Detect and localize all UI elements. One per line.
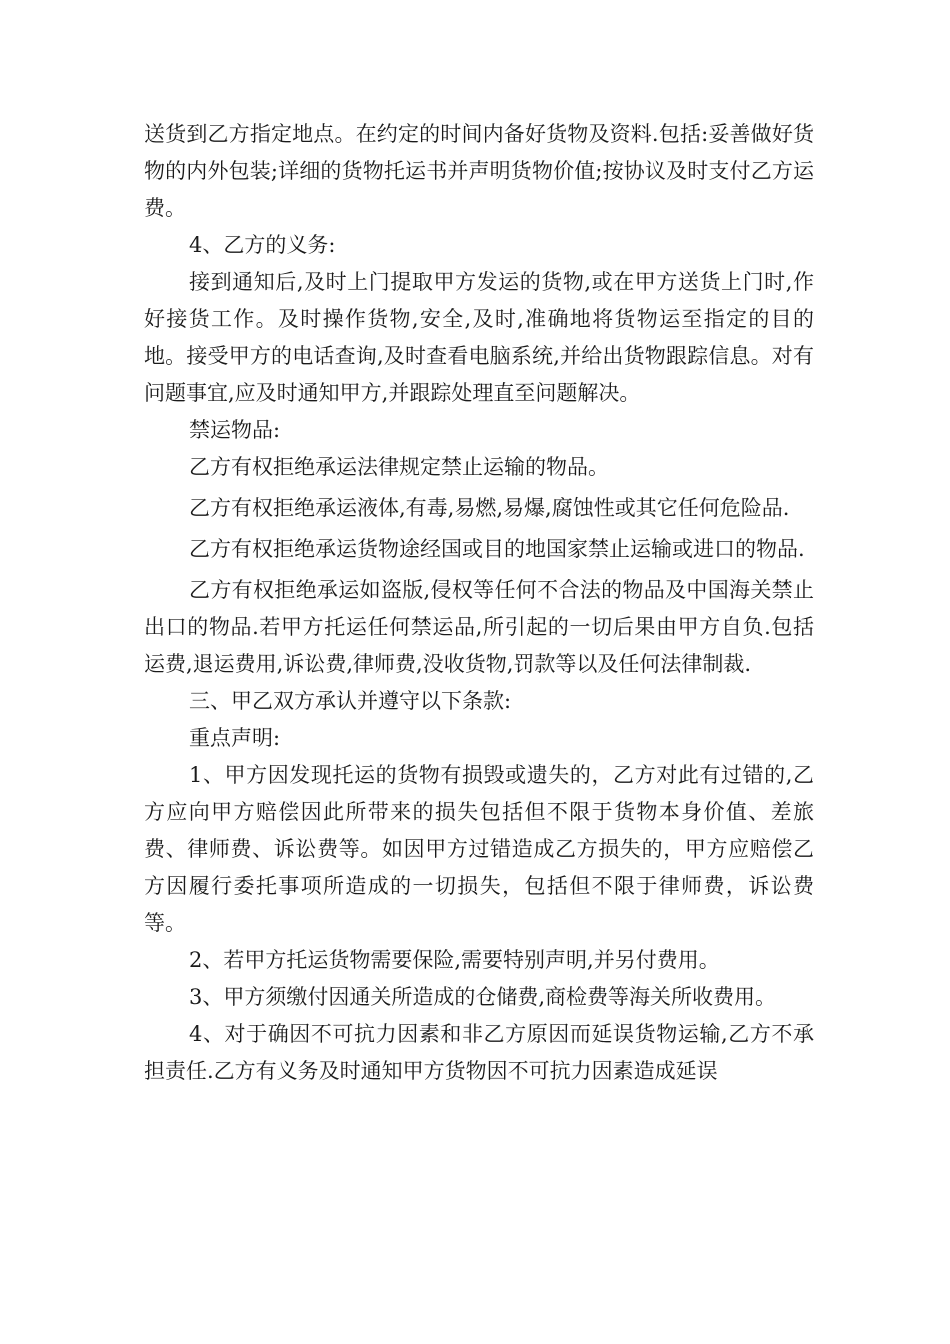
paragraph-delivery-continuation: 送货到乙方指定地点。在约定的时间内备好货物及资料.包括:妥善做好货物的内外包装;详细的货物托运书并声明货物价值;按协议及时支付乙方运费。 bbox=[144, 122, 814, 220]
paragraph-clause-4: 4、对于确因不可抗力因素和非乙方原因而延误货物运输,乙方不承担责任.乙方有义务及时通知甲方货物因不可抗力因素造成延误 bbox=[144, 1022, 814, 1083]
paragraph-party-b-duties: 接到通知后,及时上门提取甲方发运的货物,或在甲方送货上门时,作好接货工作。及时操作货物,安全,及时,准确地将货物运至指定的目的地。接受甲方的电话查询,及时查看电脑系统,并给出货物跟踪信息。对有问题事宜,应及时通知甲方,并跟踪处理直至问题解决。 bbox=[144, 270, 814, 405]
paragraph-prohibited-by-law: 乙方有权拒绝承运法律规定禁止运输的物品。 bbox=[189, 455, 609, 479]
paragraph-clause-3: 3、甲方须缴付因通关所造成的仓储费,商检费等海关所收费用。 bbox=[189, 985, 777, 1009]
paragraph-heading-section-three: 三、甲乙双方承认并遵守以下条款: bbox=[189, 689, 512, 713]
paragraph-prohibited-dangerous: 乙方有权拒绝承运液体,有毒,易燃,易爆,腐蚀性或其它任何危险品. bbox=[189, 496, 790, 520]
paragraph-heading-prohibited-items: 禁运物品: bbox=[189, 418, 281, 442]
paragraph-clause-1: 1、甲方因发现托运的货物有损毁或遗失的，乙方对此有过错的,乙方应向甲方赔偿因此所带来的损失包括但不限于货物本身价值、差旅费、律师费、诉讼费等。如因甲方过错造成乙方损失的，甲方应赔偿乙方因履行委托事项所造成的一切损失，包括但不限于律师费，诉讼费等。 bbox=[144, 763, 814, 935]
paragraph-prohibited-transit: 乙方有权拒绝承运货物途经国或目的地国家禁止运输或进口的物品. bbox=[189, 537, 805, 561]
document-body bbox=[144, 116, 814, 1090]
paragraph-heading-party-b-duties: 4、乙方的义务: bbox=[189, 233, 336, 257]
paragraph-clause-2: 2、若甲方托运货物需要保险,需要特别声明,并另付费用。 bbox=[189, 948, 720, 972]
paragraph-heading-key-statement: 重点声明: bbox=[189, 726, 281, 750]
paragraph-prohibited-illegal: 乙方有权拒绝承运如盗版,侵权等任何不合法的物品及中国海关禁止出口的物品.若甲方托运任何禁运品,所引起的一切后果由甲方自负.包括运费,退运费用,诉讼费,律师费,没收货物,罚款等以及任何法律制裁. bbox=[144, 578, 814, 676]
